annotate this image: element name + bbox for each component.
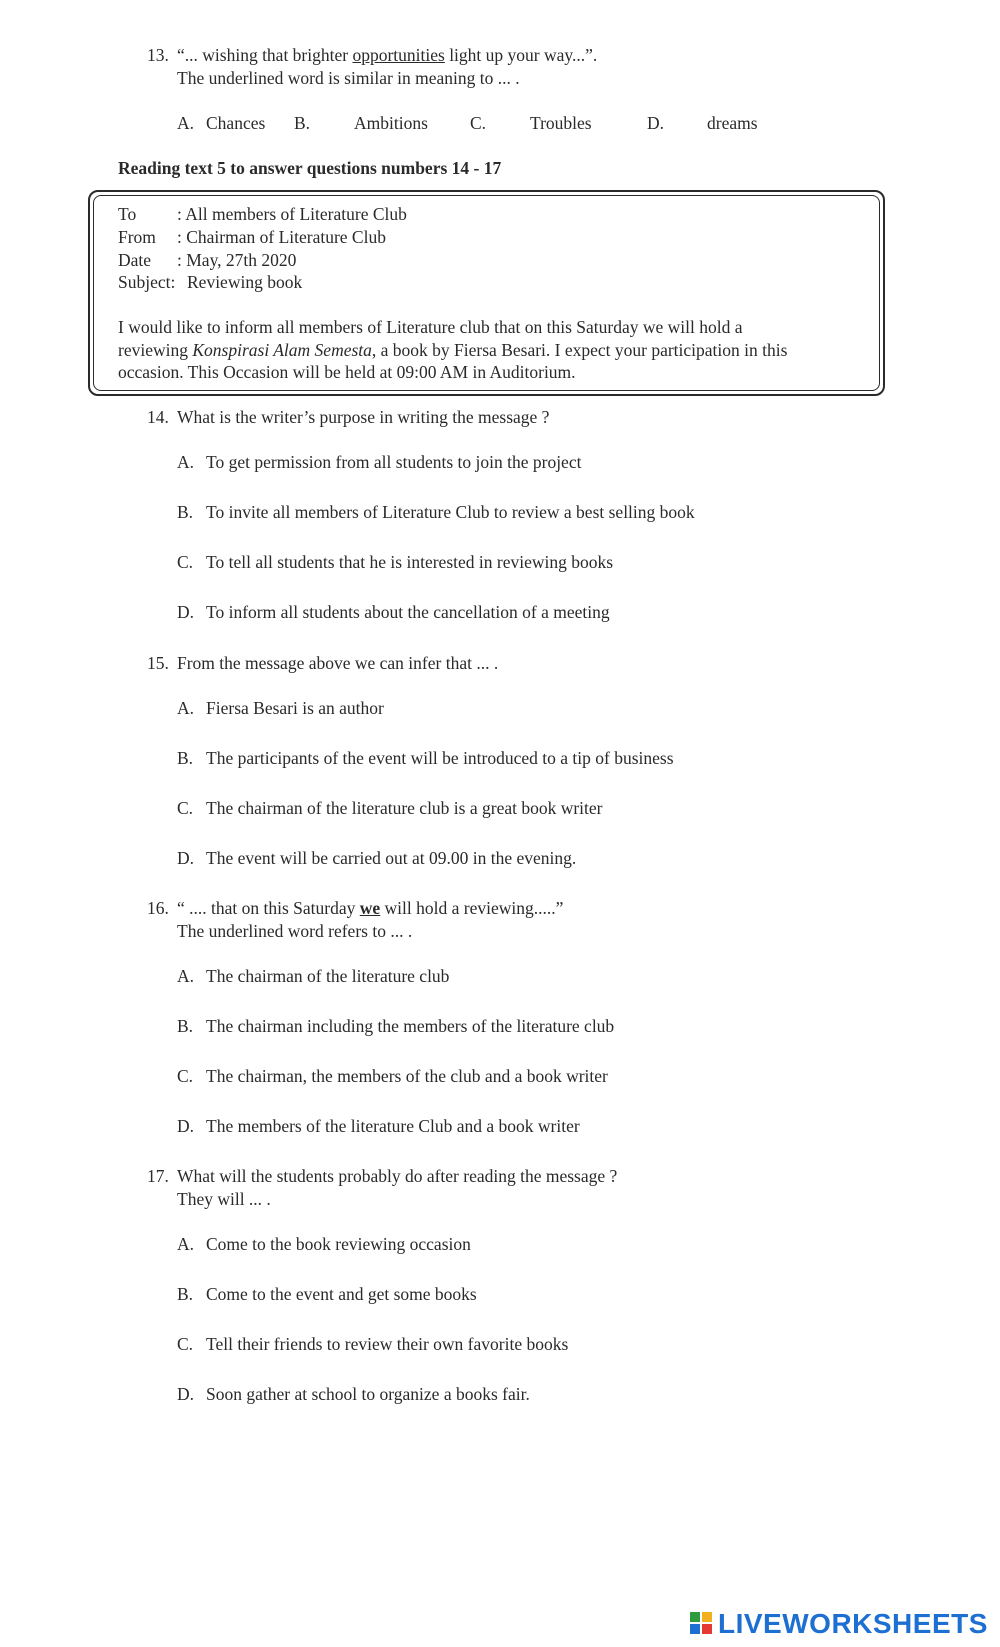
option-letter[interactable]: C. <box>177 1334 194 1354</box>
question-text: From the message above we can infer that ... . <box>177 653 499 673</box>
option-text[interactable]: The event will be carried out at 09.00 in the evening. <box>206 848 577 868</box>
option-letter[interactable]: D. <box>177 1384 195 1404</box>
book-title: Konspirasi Alam Semesta <box>192 340 372 360</box>
quote-text: light up your way...”. <box>444 45 598 65</box>
section-heading: Reading text 5 to answer questions numbers 14 - 17 <box>118 158 502 178</box>
option-text[interactable]: The chairman of the literature club <box>206 966 450 986</box>
option-text[interactable]: The members of the literature Club and a book writer <box>206 1116 580 1136</box>
question-13-line2: The underlined word is similar in meaning to ... . <box>177 68 520 88</box>
option-text[interactable]: The chairman of the literature club is a great book writer <box>206 798 603 818</box>
question-number: 16. <box>147 898 169 918</box>
underlined-word: we <box>359 898 381 918</box>
question-16-line2: The underlined word refers to ... . <box>177 921 413 941</box>
option-letter[interactable]: C. <box>177 552 194 572</box>
memo-to-value: : All members of Literature Club <box>177 204 407 224</box>
memo-subject-label: Subject: <box>118 272 176 292</box>
quote-text: “ .... that on this Saturday <box>177 898 360 918</box>
option-letter[interactable]: B. <box>177 1284 194 1304</box>
option-letter[interactable]: D. <box>177 602 195 622</box>
option-letter[interactable]: A. <box>177 452 195 472</box>
question-number: 14. <box>147 407 169 427</box>
option-text[interactable]: Tell their friends to review their own favorite books <box>206 1334 569 1354</box>
memo-date-label: Date <box>118 250 152 270</box>
option-text[interactable]: The chairman including the members of the literature club <box>206 1016 615 1036</box>
quote-text: “... wishing that brighter <box>177 45 353 65</box>
option-text[interactable]: To tell all students that he is interested in reviewing books <box>206 552 614 572</box>
question-number: 15. <box>147 653 169 673</box>
option-text[interactable]: To inform all students about the cancellation of a meeting <box>206 602 610 622</box>
option-text[interactable]: To invite all members of Literature Club to review a best selling book <box>206 502 695 522</box>
memo-body-line: occasion. This Occasion will be held at 09:00 AM in Auditorium. <box>118 362 576 382</box>
option-text[interactable]: Come to the event and get some books <box>206 1284 477 1304</box>
logo-grid-icon <box>690 1612 714 1636</box>
option-letter[interactable]: C. <box>177 1066 194 1086</box>
memo-from-label: From <box>118 227 156 247</box>
option-letter[interactable]: A. <box>177 698 195 718</box>
option-letter[interactable]: B. <box>177 502 194 522</box>
option-text[interactable]: Soon gather at school to organize a books fair. <box>206 1384 530 1404</box>
option-letter[interactable]: D. <box>177 1116 195 1136</box>
brand-name: LIVEWORKSHEETS <box>718 1608 988 1639</box>
option-letter[interactable]: B. <box>177 1016 194 1036</box>
memo-body-line: I would like to inform all members of Literature club that on this Saturday we will hold a <box>118 317 743 337</box>
option-text[interactable]: To get permission from all students to join the project <box>206 452 582 472</box>
question-17-line2: They will ... . <box>177 1189 271 1209</box>
question-13-line1 <box>177 44 597 66</box>
question-number: 13. <box>147 45 169 65</box>
option-letter[interactable]: D. <box>177 848 195 868</box>
question-number: 17. <box>147 1166 169 1186</box>
option-text[interactable]: The participants of the event will be introduced to a tip of business <box>206 748 674 768</box>
memo-body-text: reviewing <box>118 340 193 360</box>
memo-date-value: : May, 27th 2020 <box>177 250 297 270</box>
option-text[interactable]: Troubles <box>530 113 592 133</box>
question-16-line1 <box>177 897 563 919</box>
option-text[interactable]: Come to the book reviewing occasion <box>206 1234 471 1254</box>
option-letter[interactable]: A. <box>177 113 195 133</box>
option-letter[interactable]: C. <box>177 798 194 818</box>
quote-text: will hold a reviewing.....” <box>380 898 564 918</box>
option-letter[interactable]: B. <box>294 113 311 133</box>
option-text[interactable]: Chances <box>206 113 266 133</box>
underlined-word: opportunities <box>352 45 445 65</box>
memo-subject-value: Reviewing book <box>187 272 303 292</box>
option-text[interactable]: The chairman, the members of the club and a book writer <box>206 1066 608 1086</box>
option-letter[interactable]: D. <box>647 113 665 133</box>
option-letter[interactable]: A. <box>177 966 195 986</box>
option-text[interactable]: Fiersa Besari is an author <box>206 698 384 718</box>
option-letter[interactable]: B. <box>177 748 194 768</box>
memo-from-value: : Chairman of Literature Club <box>177 227 386 247</box>
memo-body-text: , a book by Fiersa Besari. I expect your participation in this <box>371 340 788 360</box>
option-text[interactable]: Ambitions <box>354 113 428 133</box>
memo-to-label: To <box>118 204 137 224</box>
option-text[interactable]: dreams <box>707 113 758 133</box>
memo-body-line <box>118 339 787 361</box>
question-text: What is the writer’s purpose in writing the message ? <box>177 407 550 427</box>
option-letter[interactable]: C. <box>470 113 487 133</box>
question-text: What will the students probably do after reading the message ? <box>177 1166 618 1186</box>
option-letter[interactable]: A. <box>177 1234 195 1254</box>
